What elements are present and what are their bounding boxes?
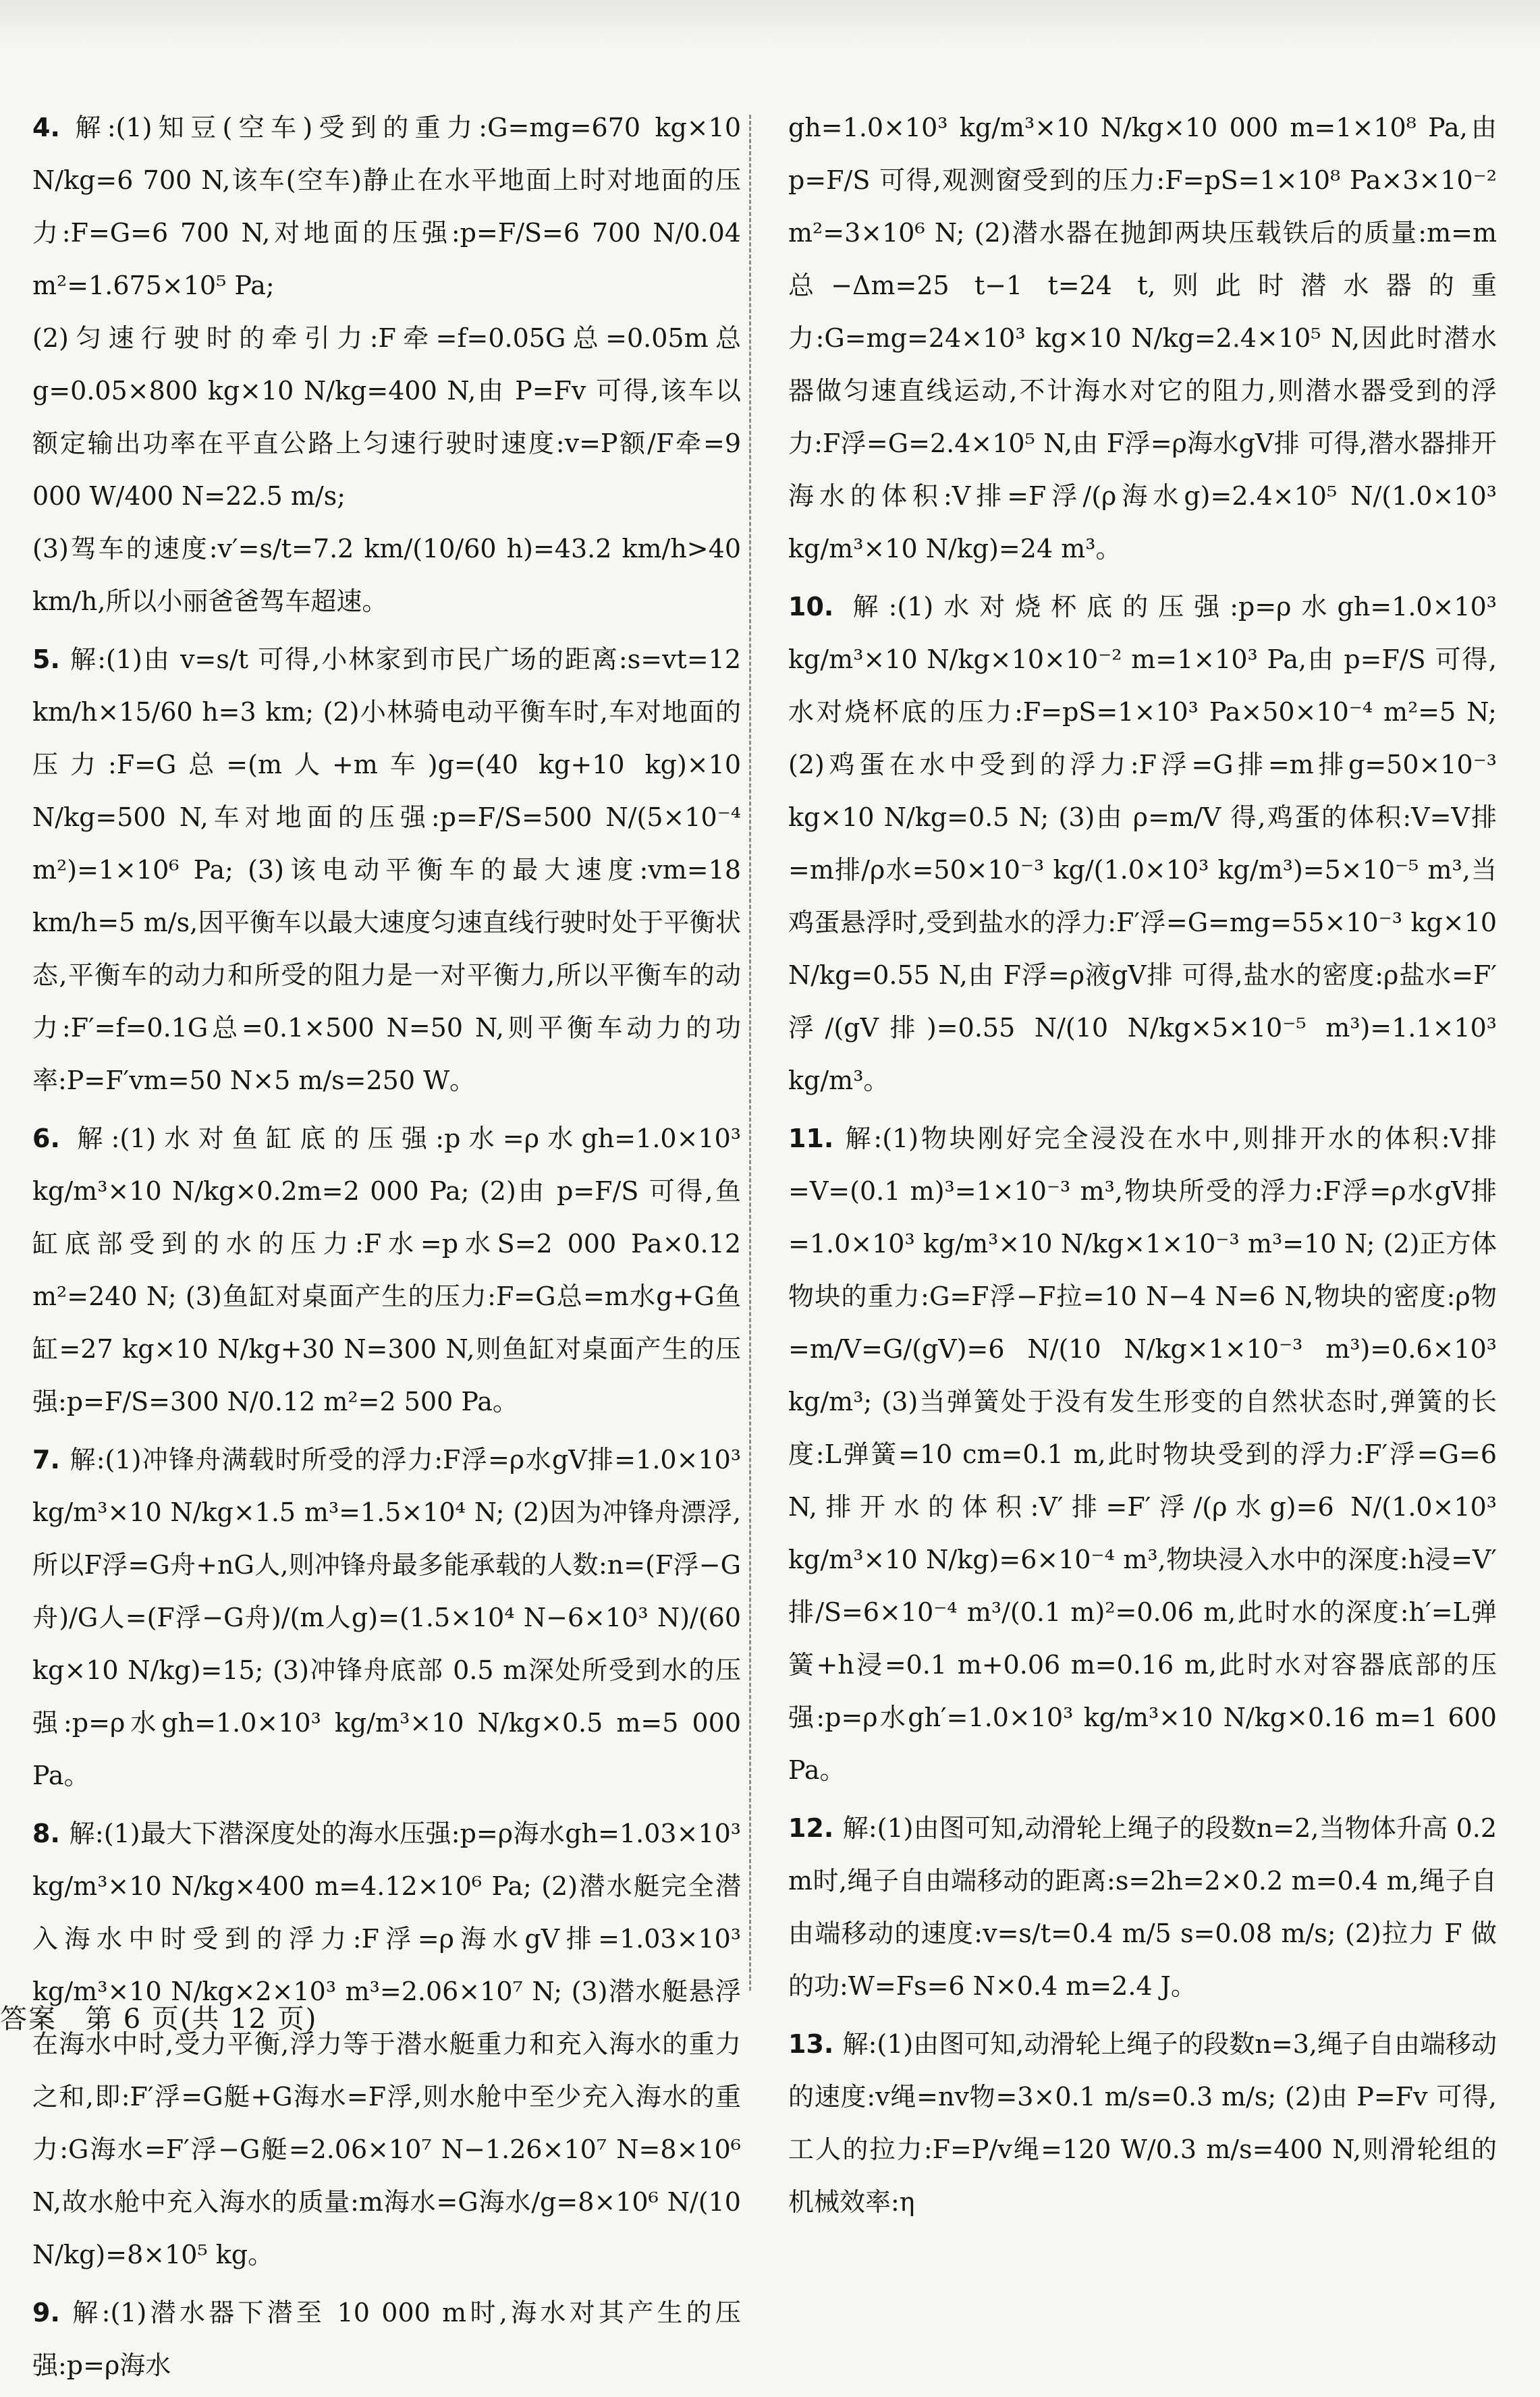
answer-paragraph bbox=[788, 580, 1497, 1107]
answer-paragraph bbox=[32, 1807, 741, 2281]
answer-text: 解:(1)由 v=s/t 可得,小林家到市民广场的距离:s=vt=12 km/h×15/60 h=3 km; (2)小林骑电动平衡车时,车对地面的压力:F=G总=(m人+m车)g=(40 kg+10 kg)×10 N/kg=500 N,车对地面的压强:p=F/S=500 N/(5×10⁻⁴ m²)=1×10⁶ Pa; (3)该电动平衡车的最大速度:vm=18 km/h=5 m/s,因平衡车以最大速度匀速直线行驶时处于平衡状态,平衡车的动力和所受的阻力是一对平衡力,所以平衡车的动力:F′=f=0.1G总=0.1×500 N=50 N,则平衡车动力的功率:P=F′vm=50 N×5 m/s=250 W。 bbox=[32, 644, 742, 1095]
answer-text: (3)驾车的速度:v′=s/t=7.2 km/(10/60 h)=43.2 km/h>40 km/h,所以小丽爸爸驾车超速。 bbox=[32, 534, 741, 616]
question-number: 5. bbox=[32, 644, 71, 674]
question-number: 7. bbox=[32, 1445, 70, 1475]
question-number: 10. bbox=[788, 592, 853, 622]
answer-item bbox=[32, 101, 741, 628]
answer-paragraph bbox=[788, 2018, 1497, 2228]
answer-text: 解:(1)水对烧杯底的压强:p=ρ水gh=1.0×10³ kg/m³×10 N/kg×10×10⁻² m=1×10³ Pa,由 p=F/S 可得,水对烧杯底的压力:F=pS=1×10³ Pa×50×10⁻⁴ m²=5 N; (2)鸡蛋在水中受到的浮力:F浮=G排=m排g=50×10⁻³ kg×10 N/kg=0.5 N; (3)由 ρ=m/V 得,鸡蛋的体积:V=V排=m排/ρ水=50×10⁻³ kg/(1.0×10³ kg/m³)=5×10⁻⁵ m³,当鸡蛋悬浮时,受到盐水的浮力:F′浮=G=mg=55×10⁻³ kg×10 N/kg=0.55 N,由 F浮=ρ液gV排 可得,盐水的密度:ρ盐水=F′浮/(gV排)=0.55 N/(10 N/kg×5×10⁻⁵ m³)=1.1×10³ kg/m³。 bbox=[788, 592, 1497, 1095]
answer-item bbox=[788, 2018, 1497, 2228]
page-footer: 答案 第 6 页(共 12 页) bbox=[0, 2004, 318, 2035]
answer-paragraph bbox=[32, 1433, 741, 1802]
answer-text: 解:(1)潜水器下潜至 10 000 m时,海水对其产生的压强:p=ρ海水 bbox=[32, 2298, 741, 2380]
question-number: 13. bbox=[788, 2029, 843, 2059]
answer-text: 解:(1)由图可知,动滑轮上绳子的段数n=3,绳子自由端移动的速度:v绳=nv物=3×0.1 m/s=0.3 m/s; (2)由 P=Fv 可得,工人的拉力:F=P/v绳=120 W/0.3 m/s=400 N,则滑轮组的机械效率:η bbox=[788, 2029, 1497, 2217]
answer-paragraph bbox=[32, 101, 741, 312]
answer-item bbox=[32, 2286, 741, 2392]
question-number: 4. bbox=[32, 113, 76, 142]
answer-item bbox=[788, 1112, 1497, 1796]
answer-item bbox=[788, 1802, 1497, 2012]
question-number: 6. bbox=[32, 1124, 78, 1153]
answer-text: 解:(1)知豆(空车)受到的重力:G=mg=670 kg×10 N/kg=6 700 N,该车(空车)静止在水平地面上时对地面的压力:F=G=6 700 N,对地面的压强:p=F/S=6 700 N/0.04 m²=1.675×10⁵ Pa; bbox=[32, 113, 742, 300]
answer-paragraph bbox=[32, 633, 741, 1107]
answer-item bbox=[32, 633, 741, 1107]
answer-text: (2)匀速行驶时的牵引力:F牵=f=0.05G总=0.05m总g=0.05×800 kg×10 N/kg=400 N,由 P=Fv 可得,该车以额定输出功率在平直公路上匀速行驶时速度:v=P额/F牵=9 000 W/400 N=22.5 m/s; bbox=[32, 323, 741, 511]
answer-paragraph bbox=[788, 101, 1497, 575]
column-divider bbox=[749, 115, 751, 1991]
answer-item bbox=[32, 1112, 741, 1428]
answer-paragraph bbox=[32, 2286, 741, 2392]
question-number: 11. bbox=[788, 1124, 846, 1153]
answer-paragraph bbox=[788, 1112, 1497, 1796]
answer-text: 解:(1)冲锋舟满载时所受的浮力:F浮=ρ水gV排=1.0×10³ kg/m³×10 N/kg×1.5 m³=1.5×10⁴ N; (2)因为冲锋舟漂浮,所以F浮=G舟+nG人,则冲锋舟最多能承载的人数:n=(F浮−G舟)/G人=(F浮−G舟)/(m人g)=(1.5×10⁴ N−6×10³ N)/(60 kg×10 N/kg)=15; (3)冲锋舟底部 0.5 m深处所受到水的压强:p=ρ水gh=1.0×10³ kg/m³×10 N/kg×0.5 m=5 000 Pa。 bbox=[32, 1445, 742, 1790]
answer-paragraph bbox=[32, 312, 741, 522]
answer-text: gh=1.0×10³ kg/m³×10 N/kg×10 000 m=1×10⁸ Pa,由 p=F/S 可得,观测窗受到的压力:F=pS=1×10⁸ Pa×3×10⁻² m²=3×10⁶ N; (2)潜水器在抛卸两块压载铁后的质量:m=m总−Δm=25 t−1 t=24 t,则此时潜水器的重力:G=mg=24×10³ kg×10 N/kg=2.4×10⁵ N,因此时潜水器做匀速直线运动,不计海水对它的阻力,则潜水器受到的浮力:F浮=G=2.4×10⁵ N,由 F浮=ρ海水gV排 可得,潜水器排开海水的体积:V排=F浮/(ρ海水g)=2.4×10⁵ N/(1.0×10³ kg/m³×10 N/kg)=24 m³。 bbox=[788, 113, 1497, 563]
answer-text: 解:(1)水对鱼缸底的压强:p水=ρ水gh=1.0×10³ kg/m³×10 N/kg×0.2m=2 000 Pa; (2)由 p=F/S 可得,鱼缸底部受到的水的压力:F水=p水S=2 000 Pa×0.12 m²=240 N; (3)鱼缸对桌面产生的压力:F=G总=m水g+G鱼缸=27 kg×10 N/kg+30 N=300 N,则鱼缸对桌面产生的压强:p=F/S=300 N/0.12 m²=2 500 Pa。 bbox=[32, 1124, 742, 1416]
answer-text: 解:(1)最大下潜深度处的海水压强:p=ρ海水gh=1.03×10³ kg/m³×10 N/kg×400 m=4.12×10⁶ Pa; (2)潜水艇完全潜入海水中时受到的浮力:F浮=ρ海水gV排=1.03×10³ kg/m³×10 N/kg×2×10³ m³=2.06×10⁷ N; (3)潜水艇悬浮在海水中时,受力平衡,浮力等于潜水艇重力和充入海水的重力之和,即:F′浮=G艇+G海水=F浮,则水舱中至少充入海水的重力:G海水=F′浮−G艇=2.06×10⁷ N−1.26×10⁷ N=8×10⁶ N,故水舱中充入海水的质量:m海水=G海水/g=8×10⁶ N/(10 N/kg)=8×10⁵ kg。 bbox=[32, 1819, 741, 2269]
answer-item bbox=[788, 101, 1497, 575]
answer-paragraph bbox=[32, 522, 741, 628]
page-top-shade bbox=[0, 0, 1540, 47]
answer-paragraph bbox=[788, 1802, 1497, 2012]
answer-item bbox=[32, 1433, 741, 1802]
answer-text: 解:(1)物块刚好完全浸没在水中,则排开水的体积:V排=V=(0.1 m)³=1×10⁻³ m³,物块所受的浮力:F浮=ρ水gV排=1.0×10³ kg/m³×10 N/kg×1×10⁻³ m³=10 N; (2)正方体物块的重力:G=F浮−F拉=10 N−4 N=6 N,物块的密度:ρ物=m/V=G/(gV)=6 N/(10 N/kg×1×10⁻³ m³)=0.6×10³ kg/m³; (3)当弹簧处于没有发生形变的自然状态时,弹簧的长度:L弹簧=10 cm=0.1 m,此时物块受到的浮力:F′浮=G=6 N,排开水的体积:V′排=F′浮/(ρ水g)=6 N/(1.0×10³ kg/m³×10 N/kg)=6×10⁻⁴ m³,物块浸入水中的深度:h浸=V′排/S=6×10⁻⁴ m³/(0.1 m)²=0.06 m,此时水的深度:h′=L弹簧+h浸=0.1 m+0.06 m=0.16 m,此时水对容器底部的压强:p=ρ水gh′=1.0×10³ kg/m³×10 N/kg×0.16 m=1 600 Pa。 bbox=[788, 1124, 1497, 1785]
answer-paragraph bbox=[32, 1112, 741, 1428]
question-number: 9. bbox=[32, 2298, 73, 2327]
answer-item bbox=[32, 1807, 741, 2281]
answer-item bbox=[788, 580, 1497, 1107]
right-column bbox=[788, 101, 1497, 2234]
question-number: 8. bbox=[32, 1819, 70, 1848]
left-column bbox=[32, 101, 741, 2397]
question-number: 12. bbox=[788, 1813, 843, 1843]
answer-text: 解:(1)由图可知,动滑轮上绳子的段数n=2,当物体升高 0.2 m时,绳子自由端移动的距离:s=2h=2×0.2 m=0.4 m,绳子自由端移动的速度:v=s/t=0.4 m/5 s=0.08 m/s; (2)拉力 F 做的功:W=Fs=6 N×0.4 m=2.4 J。 bbox=[788, 1813, 1497, 2001]
